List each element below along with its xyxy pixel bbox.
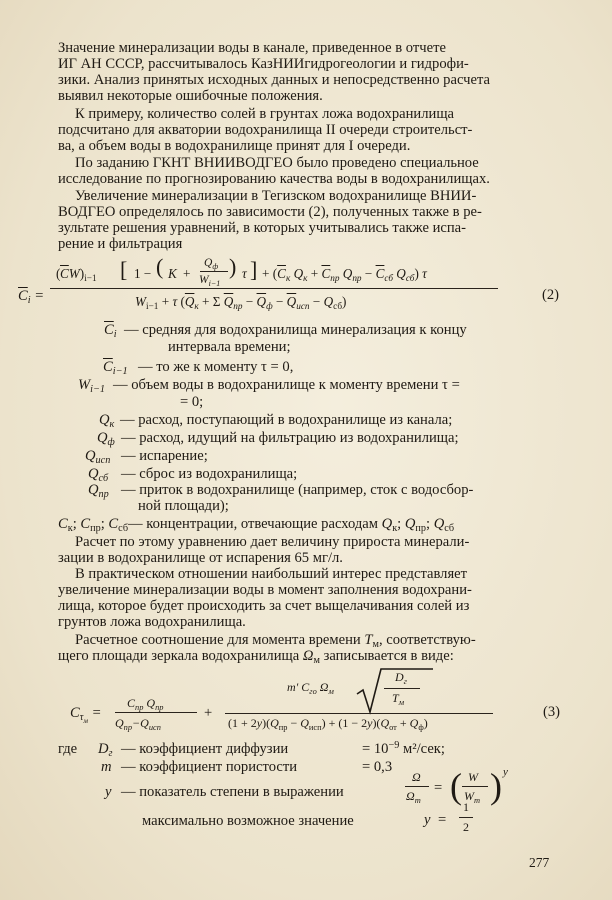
def-text: — расход, поступающий в водохранилище из канала;	[120, 412, 453, 428]
def-text: — приток в водохранилище (например, сток с водосбор-	[121, 482, 474, 498]
text-line: исследование по прогнозированию качества воды в водохранилищах.	[58, 171, 490, 187]
symbol: $\overline{C}_i$	[104, 322, 117, 340]
symbol: $Q_{исп}$	[85, 448, 111, 466]
text-line: Расчетное соотношение для момента времени $T_м$, соответствую-	[75, 632, 476, 650]
text-line: грунтов ложа водохранилища.	[58, 614, 246, 630]
text-line: щего площади зеркала водохранилища $\Omega_м$ записывается в виде:	[58, 648, 454, 666]
def-text: — показатель степени в выражении	[121, 784, 344, 800]
text-line: зации в водохранилище от испарения 65 мг/л.	[58, 550, 343, 566]
def-text: — испарение;	[121, 448, 208, 464]
text-line: ва, а объем воды в водохранилище принят для I очереди.	[58, 138, 411, 154]
def-text: — коэффициент диффузии	[121, 741, 289, 757]
def-text: — сброс из водохранилища;	[121, 466, 298, 482]
page-number: 277	[529, 855, 550, 870]
symbol: $Q_{сб}$	[88, 466, 109, 484]
def-text: — то же к моменту τ = 0,	[138, 359, 294, 375]
text-line: зультате решения уравнений, в которых учитывались также испа-	[58, 220, 467, 236]
eq2-denominator: $W_{i-1} + \tau$ ($\overline{Q}_к + \Sigma$ $\overline{Q}_{пр} - \overline{Q}_ф - \overline{Q}_{исп} - Q_{сб}$)	[135, 294, 347, 311]
symbol: m	[101, 759, 112, 775]
text-line: Значение минерализации воды в канале, приведенное в отчете	[58, 40, 446, 56]
text-line: ИГ АН СССР, рассчитывалось КазНИИгидрогеологии и гидрофи-	[58, 56, 469, 72]
symbol: $D_г$	[98, 741, 113, 759]
symbol: y	[105, 784, 112, 800]
eq3-number: (3)	[543, 704, 561, 720]
text-line: ВОДГЕО определялось по зависимости (2), полученных также в ре-	[58, 204, 482, 220]
def-text: — средняя для водохранилища минерализация к концу	[124, 322, 467, 338]
symbol: $\overline{C}_{i-1}$	[103, 359, 128, 377]
def-line-conc: $C_к$; $C_{пр}$; $C_{сб}—$ концентрации, отвечающие расходам $Q_к$; $Q_{пр}$; $Q_{сб}$	[58, 516, 455, 534]
def-value: = $10^{-9}$ м²/сек;	[362, 740, 445, 757]
def-text: = 0;	[180, 394, 204, 410]
def-text: ной площади);	[138, 498, 229, 514]
text-line: рение и фильтрация	[58, 236, 183, 252]
text-line: К примеру, количество солей в грунтах ложа водохранилища	[75, 106, 455, 122]
where-label: где	[58, 741, 78, 757]
def-text: — расход, идущий на фильтрацию из водохранилища;	[121, 430, 459, 446]
text-line: По заданию ГКНТ ВНИИВОДГЕО было проведено специальное	[75, 155, 479, 171]
text-line: лища, которое будет происходить за счет выщелачивания солей из	[58, 598, 470, 614]
eq2-lhs: $\overline{C}_i$ =	[18, 288, 45, 306]
text-line: Расчет по этому уравнению дает величину прироста минерали-	[75, 534, 470, 550]
def-value: = 0,3	[362, 759, 393, 775]
symbol: $Q_ф$	[97, 430, 115, 448]
def-text: — коэффициент пористости	[121, 759, 298, 775]
text-line: увеличение минерализации воды в момент заполнения водохрани-	[58, 582, 472, 598]
symbol: $W_{i-1}$	[78, 377, 106, 395]
symbol: $Q_к$	[99, 412, 115, 430]
eq3-lhs: $C_{\tau_м}$ =	[70, 705, 102, 725]
eq2-numerator: $\overline{C}W)_{i-1}$	[60, 266, 97, 283]
text-line: подсчитано для акватории водохранилища II очереди строительст-	[58, 122, 473, 138]
text-line: выявил некоторые ошибочные положения.	[58, 88, 323, 104]
def-text: максимально возможное значение	[142, 813, 354, 829]
text-line: В практическом отношении наибольший интерес представляет	[75, 566, 468, 582]
symbol: $Q_{пр}$	[88, 482, 109, 500]
text-line: зики. Анализ принятых исходных данных и непосредственно расчета	[58, 72, 490, 88]
def-text: интервала времени;	[168, 339, 291, 355]
def-text: — объем воды в водохранилище к моменту времени τ =	[113, 377, 460, 393]
eq2-number: (2)	[542, 287, 560, 303]
page: Значение минерализации воды в канале, приведенное в отчете ИГ АН СССР, рассчитывалось КазНИИгидрогеологии и гидрофи- зики. Анализ принятых исходных данных и непосредственно расчета выявил некоторые ошибочные положения. К примеру, количество солей в грунтах ложа водохранилища подсчитано для акватории водохранилища II очереди строительст- ва, а объем воды в водохранилище принят для I очереди. По заданию ГКНТ ВНИИВОДГЕО было проведено специальное исследование по прогнозированию качества воды в водохранилищах. Увеличение минерализации в Тегизском водохранилище ВНИИ- ВОДГЕО определялось по зависимости (2), полученных также в ре- зультате решения уравнений, в которых учитывались также испа- рение и фильтрация $\overline{C}_i$ = $\overline{C}W)_{i-1}$ ( [ 1 − ( K + $Q_ф$ $W_{i-1}$ ) τ ] + ($\overline{C}_к$ $Q_к + \overline{C}_{пр}$ $Q_{пр} - \overline{C}_{сб}$ $Q_{сб}$) τ $W_{i-1} + \tau$ ($\overline{Q}_к + \Sigma$ $\overline{Q}_{пр} - \overline{Q}_ф - \overline{Q}_{исп} - Q_{сб}$) (2) $\overline{C}_i$ — средняя для водохранилища минерализация к концу интервала времени; $\overline{C}_{i-1}$ — то же к моменту τ = 0, $W_{i-1}$ — объем воды в водохранилище к моменту времени τ = = 0; $Q_к$ — расход, поступающий в водохранилище из канала; $Q_ф$ — расход, идущий на фильтрацию из водохранилища; $Q_{исп}$ — испарение; $Q_{сб}$ — сброс из водохранилища; $Q_{пр}$ — приток в водохранилище (например, сток с водосбор- ной площади); $C_к$; $C_{пр}$; $C_{сб}—$ концентрации, отвечающие расходам $Q_к$; $Q_{пр}$; $Q_{сб}$ Расчет по этому уравнению дает величину прироста минерали- зации в водохранилище от испарения 65 мг/л. В практическом отношении наибольший интерес представляет увеличение минерализации воды в момент заполнения водохрани- лища, которое будет происходить за счет выщелачивания солей из грунтов ложа водохранилища. Расчетное соотношение для момента времени $T_м$, соответствую- щего площади зеркала водохранилища $\Omega_м$ записывается в виде: $C_{\tau_м}$ = $C_{пр}$ $Q_{пр}$ $Q_{пр}-Q_{исп}$ + m′ $C_{го}$ $\Omega_м$ $D_г$ $T_м$ $(1 + 2y)(Q_{пр} - Q_{исп}) + (1 - 2y)(Q_{от} + Q_ф)$ (3) где $D_г$ — коэффициент диффузии = $10^{-9}$ м²/сек; m — коэффициент пористости = 0,3 y — показатель степени в выражении Ω $\Omega_m$ = ( W $W_m$ ) y максимально возможное значение y = 1 2 277	[0, 0, 612, 900]
text-line: Увеличение минерализации в Тегизском водохранилище ВНИИ-	[75, 188, 477, 204]
